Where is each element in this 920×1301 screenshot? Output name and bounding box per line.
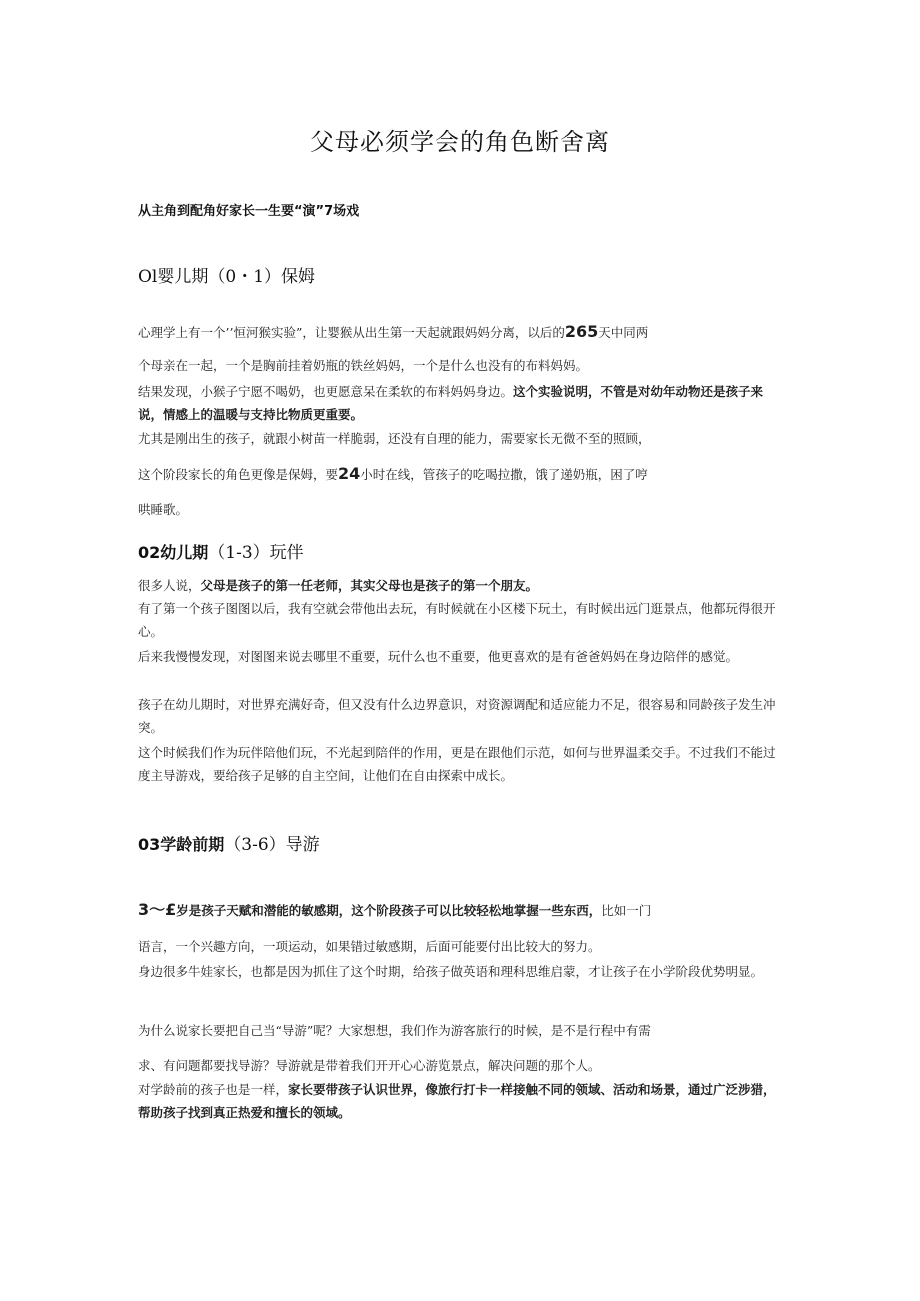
paragraph: 孩子在幼儿期时，对世界充满好奇，但又没有什么边界意识，对资源调配和适应能力不足，很容易和同龄孩子发生冲突。 xyxy=(138,697,776,735)
text-run: 比如一门 xyxy=(601,903,652,918)
bold-run: 父母是孩子的第一任老师，其实父母也是孩子的第一个朋友。 xyxy=(200,578,539,593)
number-run: 24 xyxy=(338,464,361,483)
text-run: 心理学上有一个’’恒河猴实验”，让婴猴从出生第一天起就跟妈妈分离，以后的 xyxy=(138,325,565,340)
section-heading-preschool xyxy=(138,830,320,855)
bold-run: 家长要带孩子认识世界，像旅行打卡一样接触不同的领域、活动和场景，通过广泛涉猎，帮助孩子找到真正热爱和擅长的领域。 xyxy=(138,1082,776,1120)
document-title: 父母必须学会的角色断舍离 xyxy=(310,128,610,156)
text-run: 小时在线，管孩子的吃喝拉撒，饿了递奶瓶，困了哼 xyxy=(360,467,648,482)
section-heading-infant xyxy=(138,262,315,287)
section-heading-text: 婴儿期（0・1）保姆 xyxy=(157,267,316,287)
paragraph xyxy=(138,898,783,922)
paragraph xyxy=(138,462,783,486)
paragraph xyxy=(138,1078,783,1124)
paragraph: 尤其是刚出生的孩子，就跟小树苗一样脆弱，还没有自理的能力，需要家长无微不至的照顾， xyxy=(138,431,651,446)
document-subtitle: 从主角到配角好家长一生要“演”7场戏 xyxy=(138,204,360,219)
paragraph: 求、有问题都要找导游？导游就是带着我们开开心心游览景点，解决问题的那个人。 xyxy=(138,1058,601,1073)
text-run: 对学龄前的孩子也是一样， xyxy=(138,1082,289,1097)
paragraph: 身边很多牛娃家长，也都是因为抓住了这个时期，给孩子做英语和理科思维启蒙，才让孩子在小学阶段优势明显。 xyxy=(138,964,764,979)
paragraph xyxy=(138,380,783,426)
text-run: 很多人说， xyxy=(138,578,201,593)
paragraph: 哄睡歌。 xyxy=(138,502,189,517)
section-number: 02幼儿期 xyxy=(138,543,209,562)
bold-run: 岁是孩子天赋和潜能的敏感期，这个阶段孩子可以比较轻松地掌握一些东西， xyxy=(176,903,602,918)
section-heading-text: （3-6）导游 xyxy=(224,835,320,855)
paragraph: 有了第一个孩子图图以后，我有空就会带他出去玩，有时候就在小区楼下玩土，有时候出远门逛景点，他都玩得很开心。 xyxy=(138,601,776,639)
section-number: Ol xyxy=(138,267,158,287)
number-run: 265 xyxy=(564,322,599,341)
text-run: 这个阶段家长的角色更像是保姆，要 xyxy=(138,467,339,482)
paragraph: 后来我慢慢发现，对图图来说去哪里不重要，玩什么也不重要，他更喜欢的是有爸爸妈妈在身边陪伴的感觉。 xyxy=(138,649,739,664)
paragraph: 语言，一个兴趣方向，一项运动，如果错过敏感期，后面可能要付出比较大的努力。 xyxy=(138,939,601,954)
paragraph: 这个时候我们作为玩伴陪他们玩，不光起到陪伴的作用，更是在跟他们示范，如何与世界温柔交手。不过我们不能过度主导游戏，要给孩子足够的自主空间，让他们在自由探索中成长。 xyxy=(138,745,776,783)
section-heading-toddler xyxy=(138,538,304,563)
paragraph: 个母亲在一起，一个是胸前挂着奶瓶的铁丝妈妈，一个是什么也没有的布料妈妈。 xyxy=(138,358,589,373)
section-number: 03学龄前期 xyxy=(138,835,225,854)
text-run: 结果发现，小猴子宁愿不喝奶，也更愿意呆在柔软的布料妈妈身边。 xyxy=(138,384,514,399)
text-run: 天中同两 xyxy=(598,325,649,340)
paragraph xyxy=(138,574,783,597)
bold-run: 这个实验说明，不管是对幼年动物还是孩子来说，情感上的温暖与支持比物质更重要。 xyxy=(138,384,764,422)
section-heading-text: （1-3）玩伴 xyxy=(208,543,304,563)
paragraph: 为什么说家长要把自己当“导游”呢？大家想想，我们作为游客旅行的时候，是不是行程中有需 xyxy=(138,1023,651,1038)
paragraph xyxy=(138,320,783,344)
number-run: 3〜£ xyxy=(138,900,177,919)
